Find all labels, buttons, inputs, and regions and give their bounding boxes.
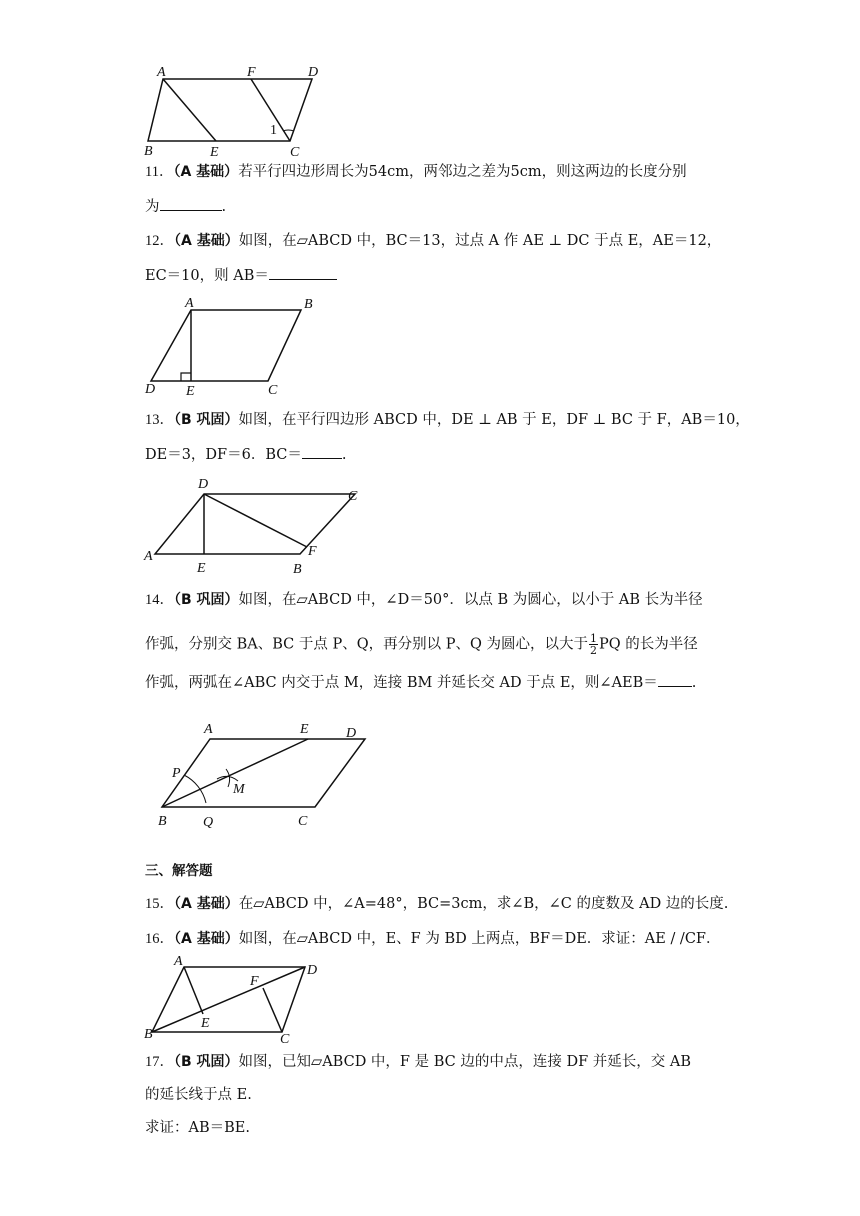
svg-text:E: E — [201, 1016, 210, 1031]
difficulty-tag: （A 基础） — [173, 164, 239, 180]
question-text: 在▱ABCD 中，∠A=48°，BC=3cm，求∠B，∠C 的度数及 AD 边的长度. — [238, 896, 729, 912]
question-15: 15．（A 基础）在▱ABCD 中，∠A=48°，BC=3cm，求∠B，∠C 的度数及 AD 边的长度. — [145, 896, 729, 912]
label-B: B — [144, 144, 153, 159]
label-D: D — [308, 65, 319, 80]
parallelogram-diagram — [140, 295, 320, 399]
parallelogram-diagram — [140, 470, 370, 580]
svg-text:M: M — [233, 782, 245, 797]
svg-text:E: E — [197, 561, 206, 576]
parallelogram-diagram — [140, 952, 330, 1047]
section-heading: 三、解答题 — [145, 863, 213, 879]
question-14: 14．（B 巩固）如图，在▱ABCD 中，∠D＝50°．以点 B 为圆心，以小于 AB 长为半径 — [145, 592, 703, 608]
figure-q13 — [140, 470, 370, 580]
question-text: 如图，在▱ABCD 中，BC＝13，过点 A 作 AE ⊥ DC 于点 E，AE＝12， — [238, 233, 722, 249]
svg-text:P: P — [172, 766, 181, 781]
svg-text:D: D — [307, 963, 318, 978]
figure-q14 — [140, 715, 380, 835]
svg-text:B: B — [304, 297, 313, 312]
svg-text:F: F — [250, 974, 259, 989]
question-12: 12．（A 基础）如图，在▱ABCD 中，BC＝13，过点 A 作 AE ⊥ DC 于点 E，AE＝12， — [145, 233, 722, 249]
question-number: 11． — [145, 164, 174, 180]
question-11 — [145, 162, 687, 182]
svg-text:A: A — [144, 549, 153, 564]
label-angle-1: 1 — [270, 123, 277, 138]
figure-q16 — [140, 952, 330, 1047]
parallelogram-diagram — [140, 715, 380, 835]
difficulty-tag: （B 巩固） — [174, 1054, 239, 1070]
svg-text:B: B — [293, 562, 302, 577]
svg-text:C: C — [268, 383, 278, 398]
question-17-line2: 的延长线于点 E. — [145, 1087, 252, 1103]
svg-text:E: E — [186, 384, 195, 399]
svg-text:Q: Q — [203, 815, 214, 830]
answer-blank[interactable] — [160, 196, 222, 211]
svg-text:C: C — [348, 489, 358, 504]
figure-q12 — [140, 295, 320, 399]
label-A: A — [157, 65, 166, 80]
answer-blank[interactable] — [302, 444, 342, 459]
question-14-line2: 作弧，分别交 BA、BC 于点 P、Q，再分别以 P、Q 为圆心，以大于 $\frac{1}{2}$ PQ 的长为半径 — [145, 632, 698, 657]
figure-q10 — [140, 60, 340, 160]
svg-text:C: C — [280, 1032, 290, 1047]
difficulty-tag: （B 巩固） — [174, 412, 239, 428]
parallelogram-diagram — [140, 60, 340, 160]
label-C: C — [290, 145, 300, 160]
label-F: F — [247, 65, 256, 80]
svg-text:D: D — [346, 726, 357, 741]
svg-text:B: B — [158, 814, 167, 829]
difficulty-tag: （B 巩固） — [174, 592, 239, 608]
question-text: 如图，在平行四边形 ABCD 中，DE ⊥ AB 于 E，DF ⊥ BC 于 F，AB＝10， — [238, 412, 750, 428]
svg-text:B: B — [144, 1027, 153, 1042]
difficulty-tag: （A 基础） — [174, 896, 239, 912]
question-11-line2: 为 . — [145, 196, 226, 217]
svg-text:C: C — [298, 814, 308, 829]
question-text: 如图，在▱ABCD 中，∠D＝50°．以点 B 为圆心，以小于 AB 长为半径 — [238, 592, 703, 608]
question-16: 16．（A 基础）如图，在▱ABCD 中，E、F 为 BD 上两点，BF＝DE．求证：AE / /CF． — [145, 931, 721, 947]
svg-text:E: E — [300, 722, 309, 737]
svg-text:A: A — [185, 296, 194, 311]
answer-blank[interactable] — [658, 672, 692, 687]
svg-text:D: D — [145, 382, 156, 397]
question-17-line3: 求证：AB＝BE. — [145, 1120, 250, 1136]
svg-text:A: A — [204, 722, 213, 737]
svg-text:A: A — [174, 954, 183, 969]
question-text: 如图，已知▱ABCD 中，F 是 BC 边的中点，连接 DF 并延长，交 AB — [238, 1054, 691, 1070]
fraction: $\frac{1}{2}$ — [589, 632, 597, 657]
question-13: 13．（B 巩固）如图，在平行四边形 ABCD 中，DE ⊥ AB 于 E，DF ⊥ BC 于 F，AB＝10， — [145, 412, 750, 428]
question-12-line2: EC＝10，则 AB＝ — [145, 265, 337, 286]
question-text: 若平行四边形周长为54cm，两邻边之差为5cm，则这两边的长度分别 — [238, 164, 687, 180]
difficulty-tag: （A 基础） — [174, 931, 239, 947]
difficulty-tag: （A 基础） — [174, 233, 239, 249]
answer-blank[interactable] — [269, 265, 337, 280]
question-14-line3: 作弧，两弧在∠ABC 内交于点 M，连接 BM 并延长交 AD 于点 E，则∠AEB＝ . — [145, 672, 696, 693]
svg-text:F: F — [308, 544, 317, 559]
svg-text:D: D — [198, 477, 209, 492]
question-13-line2: DE＝3，DF＝6．BC＝ . — [145, 444, 346, 465]
question-17: 17．（B 巩固）如图，已知▱ABCD 中，F 是 BC 边的中点，连接 DF 并延长，交 AB — [145, 1054, 691, 1070]
question-text: 如图，在▱ABCD 中，E、F 为 BD 上两点，BF＝DE．求证：AE / /CF． — [238, 931, 721, 947]
label-E: E — [210, 145, 219, 160]
